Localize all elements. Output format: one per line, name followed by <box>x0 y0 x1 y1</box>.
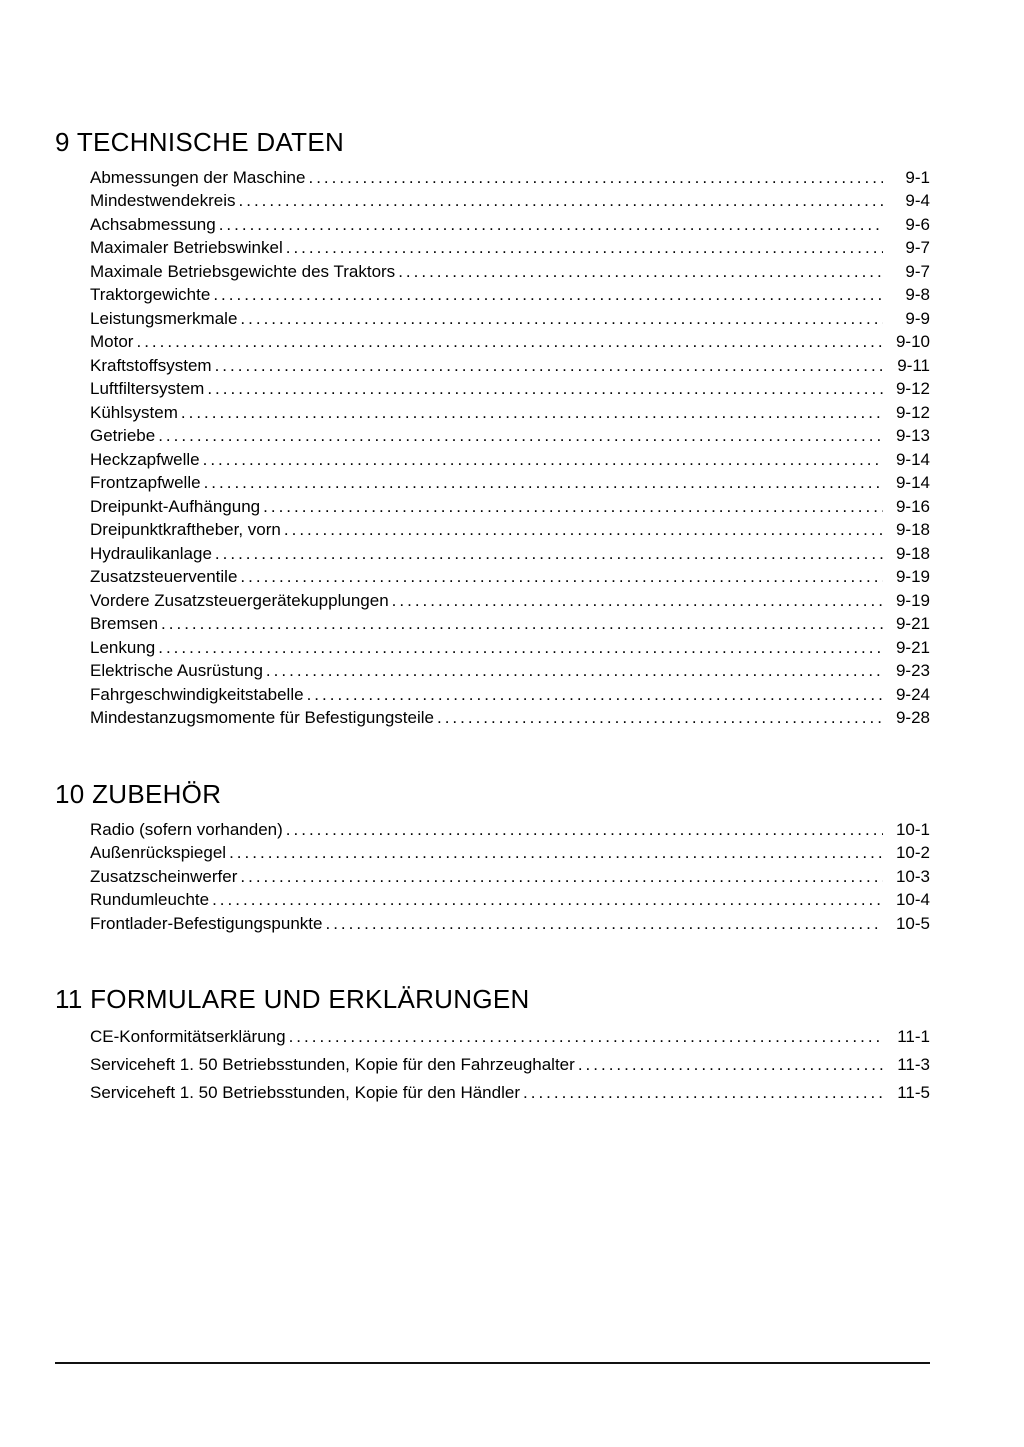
dot-leader <box>215 542 883 566</box>
toc-entry <box>90 542 930 566</box>
toc-entry <box>90 659 930 683</box>
dot-leader <box>213 283 883 307</box>
toc-entry <box>90 377 930 401</box>
toc-entry-page: 9-10 <box>895 332 930 352</box>
toc-entry-page: 9-18 <box>895 543 930 563</box>
dot-leader <box>240 865 883 889</box>
dot-leader <box>240 307 883 331</box>
toc-entry <box>90 565 930 589</box>
toc-entry-label: Radio (sofern vorhanden) <box>90 819 283 839</box>
toc-entry-page: 9-21 <box>895 637 930 657</box>
dot-leader <box>212 888 883 912</box>
toc-entry-page: 9-7 <box>905 261 930 281</box>
toc-entry <box>90 471 930 495</box>
dot-leader <box>392 589 883 613</box>
dot-leader <box>204 471 883 495</box>
toc-entry-page: 9-13 <box>895 426 930 446</box>
toc-entry <box>90 401 930 425</box>
toc-entry-label: Dreipunkt-Aufhängung <box>90 496 261 516</box>
toc-entry-label: Fahrgeschwindigkeitstabelle <box>90 684 304 704</box>
dot-leader <box>181 401 883 425</box>
toc-entry <box>90 189 930 213</box>
section-heading <box>55 128 930 158</box>
dot-leader <box>286 236 883 260</box>
dot-leader <box>239 189 883 213</box>
toc-entry-page: 11-1 <box>897 1027 930 1047</box>
footer-rule <box>55 1362 930 1364</box>
toc-entry-page: 9-16 <box>895 496 930 516</box>
toc-entry-page: 9-19 <box>895 590 930 610</box>
dot-leader <box>523 1079 883 1107</box>
toc-entry <box>90 330 930 354</box>
toc-entry <box>90 589 930 613</box>
toc-entry-label: Bremsen <box>90 614 159 634</box>
section-title: ZUBEHÖR <box>92 778 222 809</box>
toc-entry <box>90 636 930 660</box>
section-heading <box>55 985 930 1015</box>
dot-leader <box>307 683 883 707</box>
toc-entry-page: 9-1 <box>905 167 930 187</box>
toc-entry-page: 9-9 <box>905 308 930 328</box>
toc-entry <box>90 612 930 636</box>
toc-entry <box>90 1079 930 1107</box>
toc-entry-page: 9-11 <box>897 355 930 375</box>
toc-entry <box>90 213 930 237</box>
dot-leader <box>289 1023 883 1051</box>
toc-entry <box>90 1023 930 1051</box>
toc-entry-page: 9-7 <box>905 238 930 258</box>
section-number: 11 <box>55 984 83 1015</box>
toc-entry <box>90 283 930 307</box>
section-heading <box>55 780 930 810</box>
table-of-contents <box>55 128 930 1107</box>
section-title: TECHNISCHE DATEN <box>76 127 345 157</box>
toc-entry <box>90 865 930 889</box>
toc-entry-label: Dreipunktkraftheber, vorn <box>90 520 281 540</box>
toc-entry <box>90 518 930 542</box>
toc-entry-label: Abmessungen der Maschine <box>90 167 306 187</box>
section-number: 9 <box>55 127 70 157</box>
toc-entry <box>90 424 930 448</box>
toc-entry-label: Leistungsmerkmale <box>90 308 238 328</box>
toc-entry-page: 9-23 <box>895 661 930 681</box>
toc-entry-page: 10-4 <box>895 890 930 910</box>
toc-entry-page: 11-5 <box>897 1083 930 1103</box>
toc-entry-label: Maximale Betriebsgewichte des Traktors <box>90 261 396 281</box>
toc-entry-label: Außenrückspiegel <box>90 843 227 863</box>
toc-entry-page: 10-3 <box>895 866 930 886</box>
section-entries <box>55 818 930 936</box>
toc-entry-label: Maximaler Betriebswinkel <box>90 238 283 258</box>
toc-entry <box>90 818 930 842</box>
dot-leader <box>308 166 883 190</box>
dot-leader <box>136 330 883 354</box>
toc-entry <box>90 260 930 284</box>
dot-leader <box>286 818 883 842</box>
toc-entry <box>90 841 930 865</box>
toc-entry-label: Luftfiltersystem <box>90 379 205 399</box>
toc-entry-label: Kühlsystem <box>90 402 178 422</box>
toc-entry-label: Hydraulikanlage <box>90 543 212 563</box>
dot-leader <box>229 841 883 865</box>
toc-section-11 <box>55 985 930 1107</box>
toc-entry-page: 9-18 <box>895 520 930 540</box>
toc-entry-page: 9-6 <box>905 214 930 234</box>
toc-entry-page: 10-2 <box>895 843 930 863</box>
toc-entry <box>90 448 930 472</box>
toc-entry-page: 9-21 <box>895 614 930 634</box>
section-entries <box>55 166 930 730</box>
toc-entry-page: 9-24 <box>895 684 930 704</box>
toc-entry-page: 9-14 <box>895 473 930 493</box>
toc-entry-page: 9-4 <box>905 191 930 211</box>
dot-leader <box>437 706 883 730</box>
toc-entry-label: Getriebe <box>90 426 156 446</box>
toc-entry <box>90 495 930 519</box>
toc-entry <box>90 307 930 331</box>
toc-section-10 <box>55 780 930 935</box>
toc-entry <box>90 166 930 190</box>
toc-entry-page: 9-28 <box>895 708 930 728</box>
dot-leader <box>207 377 883 401</box>
dot-leader <box>284 518 883 542</box>
toc-entry-label: CE-Konformitätserklärung <box>90 1027 286 1047</box>
section-title: FORMULARE UND ERKLÄRUNGEN <box>90 984 530 1015</box>
toc-entry-label: Heckzapfwelle <box>90 449 200 469</box>
toc-entry-label: Achsabmessung <box>90 214 216 234</box>
toc-entry-label: Kraftstoffsystem <box>90 355 212 375</box>
toc-entry-label: Serviceheft 1. 50 Betriebsstunden, Kopie für den Händler <box>90 1083 520 1103</box>
dot-leader <box>203 448 883 472</box>
section-number: 10 <box>55 778 85 809</box>
dot-leader <box>266 659 883 683</box>
toc-section-9 <box>55 128 930 730</box>
toc-entry-label: Elektrische Ausrüstung <box>90 661 263 681</box>
toc-entry-label: Mindestwendekreis <box>90 191 236 211</box>
dot-leader <box>325 912 883 936</box>
toc-entry-page: 9-12 <box>895 379 930 399</box>
toc-entry <box>90 236 930 260</box>
dot-leader <box>263 495 883 519</box>
toc-entry <box>90 354 930 378</box>
toc-entry-label: Zusatzsteuerventile <box>90 567 238 587</box>
toc-entry <box>90 683 930 707</box>
toc-entry-page: 10-1 <box>895 819 930 839</box>
toc-entry-page: 9-14 <box>895 449 930 469</box>
toc-entry-page: 9-19 <box>895 567 930 587</box>
toc-entry-page: 11-3 <box>897 1055 930 1075</box>
dot-leader <box>240 565 883 589</box>
toc-entry <box>90 912 930 936</box>
toc-entry <box>90 706 930 730</box>
toc-entry-page: 10-5 <box>895 913 930 933</box>
dot-leader <box>158 636 883 660</box>
toc-entry-label: Vordere Zusatzsteuergerätekupplungen <box>90 590 389 610</box>
toc-entry-label: Lenkung <box>90 637 156 657</box>
toc-entry-label: Motor <box>90 332 134 352</box>
section-entries <box>55 1023 930 1107</box>
toc-entry-label: Serviceheft 1. 50 Betriebsstunden, Kopie für den Fahrzeughalter <box>90 1055 575 1075</box>
toc-entry-page: 9-8 <box>905 285 930 305</box>
toc-entry <box>90 888 930 912</box>
dot-leader <box>161 612 883 636</box>
toc-entry-label: Rundumleuchte <box>90 890 210 910</box>
dot-leader <box>158 424 883 448</box>
toc-entry-label: Mindestanzugsmomente für Befestigungsteile <box>90 708 434 728</box>
toc-entry-page: 9-12 <box>895 402 930 422</box>
toc-entry <box>90 1051 930 1079</box>
toc-entry-label: Frontlader-Befestigungspunkte <box>90 913 323 933</box>
dot-leader <box>398 260 883 284</box>
toc-entry-label: Traktorgewichte <box>90 285 211 305</box>
toc-entry-label: Frontzapfwelle <box>90 473 201 493</box>
toc-entry-label: Zusatzscheinwerfer <box>90 866 238 886</box>
dot-leader <box>219 213 883 237</box>
dot-leader <box>578 1051 883 1079</box>
dot-leader <box>215 354 883 378</box>
